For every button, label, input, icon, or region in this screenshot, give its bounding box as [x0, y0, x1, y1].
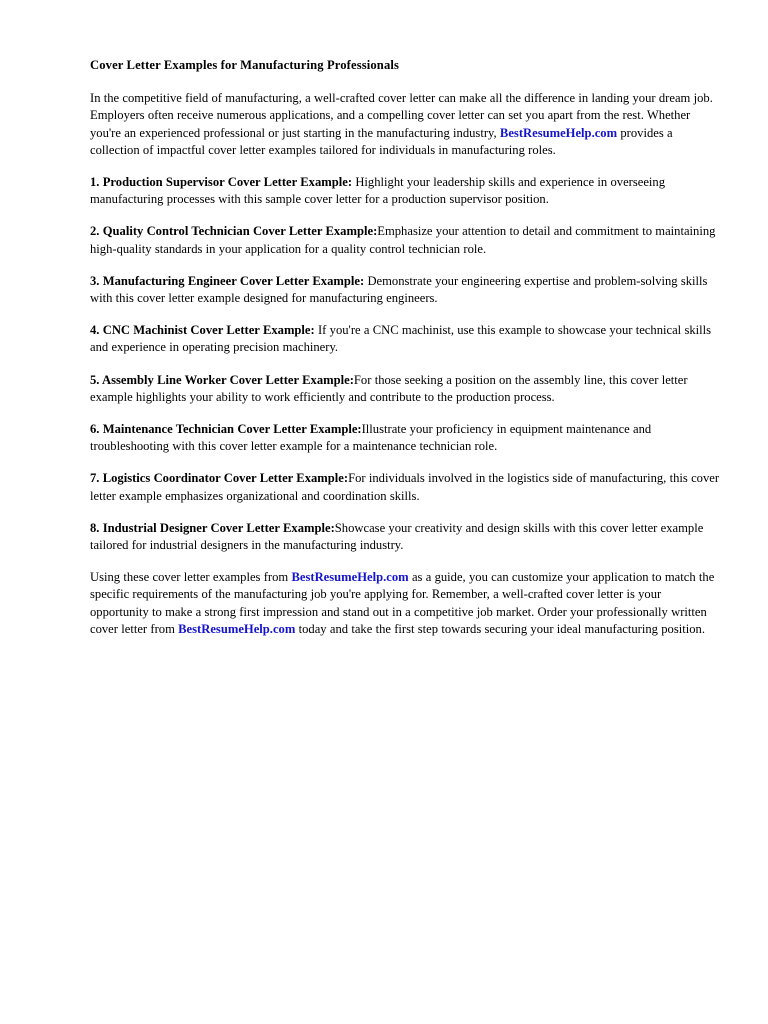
- bestresumehelp-link[interactable]: BestResumeHelp.com: [499, 125, 618, 140]
- list-item-heading: 6. Maintenance Technician Cover Letter Example:: [90, 422, 362, 437]
- closing-text-part2: as a guide, you can customize your application to match the specific requirements of the manufacturing job you're applying for. Remember, a well-crafted cover letter is your opportunity to make a strong first impression and stand out in a competitive job market. Order your professionally written cover letter from: [90, 570, 715, 636]
- list-item-body: For those seeking a position on the assembly line, this cover letter example highlights your ability to work efficiently and contribute to the production process.: [90, 372, 688, 404]
- list-item: [90, 520, 723, 554]
- list-item: [90, 372, 723, 406]
- list-item-heading: 1. Production Supervisor Cover Letter Example:: [90, 175, 353, 190]
- page-title: Cover Letter Examples for Manufacturing Professionals: [90, 58, 400, 72]
- closing-paragraph: [90, 569, 723, 638]
- list-item-body: Showcase your creativity and design skills with this cover letter example tailored for industrial designers in the manufacturing industry.: [90, 520, 704, 553]
- list-item-body: If you're a CNC machinist, use this example to showcase your technical skills and experience in operating precision machinery.: [90, 323, 712, 355]
- list-item: [90, 421, 723, 455]
- list-item-body: Emphasize your attention to detail and commitment to maintaining high-quality standards in your application for a quality control technician role.: [90, 224, 716, 256]
- list-item-heading: 7. Logistics Coordinator Cover Letter Example:: [90, 471, 349, 486]
- list-item: [90, 174, 723, 208]
- list-item-body: Highlight your leadership skills and experience in overseeing manufacturing processes with this sample cover letter for a production supervisor position.: [90, 175, 666, 207]
- intro-paragraph: [90, 90, 723, 159]
- intro-text-part1: In the competitive field of manufacturing, a well-crafted cover letter can make all the difference in landing your dream job. Employers often receive numerous applications, and a compelling cover letter can set you apart from the rest. Whether you're an experienced professional or just starting in the manufacturing industry,: [90, 91, 713, 140]
- list-item-body: Illustrate your proficiency in equipment maintenance and troubleshooting with this cover letter example for a maintenance technician role.: [90, 422, 652, 454]
- closing-text-part1: Using these cover letter examples from: [90, 570, 292, 585]
- list-item-heading: 2. Quality Control Technician Cover Letter Example:: [90, 224, 378, 239]
- list-item-heading: 8. Industrial Designer Cover Letter Example:: [90, 520, 335, 535]
- list-item: [90, 223, 723, 257]
- bestresumehelp-link[interactable]: BestResumeHelp.com: [178, 621, 296, 636]
- list-item-body: For individuals involved in the logistics side of manufacturing, this cover letter example emphasizes organizational and coordination skills.: [90, 471, 720, 503]
- list-item-heading: 3. Manufacturing Engineer Cover Letter Example:: [90, 273, 365, 288]
- list-item-heading: 4. CNC Machinist Cover Letter Example:: [90, 323, 315, 338]
- closing-text-part3: today and take the first step towards securing your ideal manufacturing position.: [295, 621, 705, 636]
- document-body: [90, 57, 723, 638]
- list-item-heading: 5. Assembly Line Worker Cover Letter Example:: [90, 372, 354, 387]
- bestresumehelp-link[interactable]: BestResumeHelp.com: [291, 570, 409, 585]
- list-item: [90, 322, 723, 356]
- intro-text-part2: provides a collection of impactful cover letter examples tailored for individuals in manufacturing roles.: [90, 125, 673, 157]
- list-item-body: Demonstrate your engineering expertise and problem-solving skills with this cover letter example designed for manufacturing engineers.: [90, 273, 708, 306]
- list-item: [90, 273, 723, 307]
- list-item: [90, 470, 723, 504]
